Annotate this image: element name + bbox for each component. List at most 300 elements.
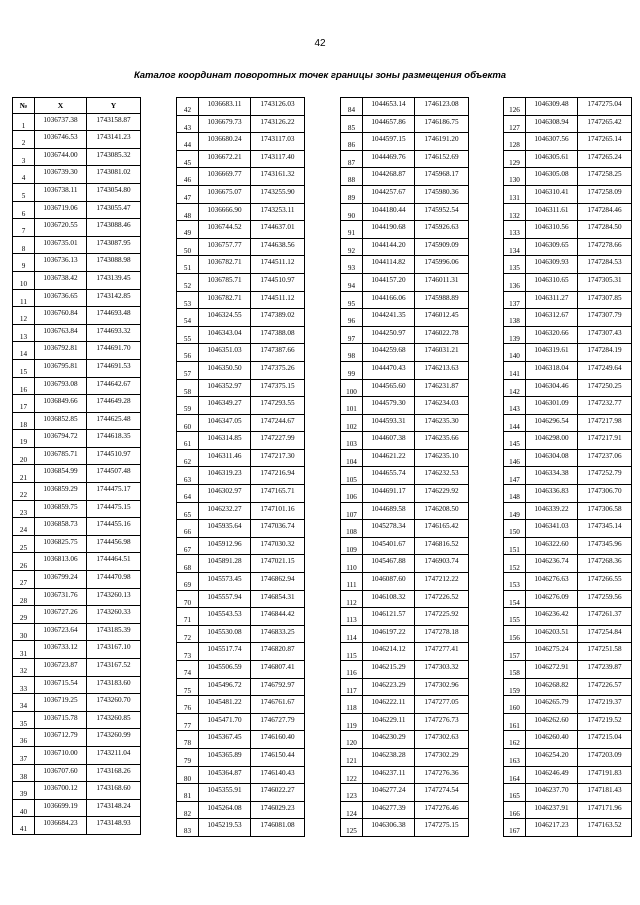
coord-x: 1044157.20 — [363, 273, 415, 291]
coord-y: 1747252.79 — [578, 467, 632, 485]
point-number: 93 — [341, 256, 363, 274]
coord-y: 1746208.50 — [415, 502, 469, 520]
table-row — [177, 414, 305, 432]
table-row — [341, 98, 469, 116]
coord-y: 1744637.01 — [251, 221, 305, 239]
point-number: 139 — [504, 326, 526, 344]
coord-y: 1746022.78 — [415, 326, 469, 344]
point-number: 43 — [177, 115, 199, 133]
coord-y: 1743260.70 — [87, 694, 141, 712]
point-number: 113 — [341, 608, 363, 626]
coord-x: 1044565.60 — [363, 379, 415, 397]
coord-x: 1044250.97 — [363, 326, 415, 344]
table-row — [504, 555, 632, 573]
table-row — [13, 113, 141, 131]
coord-x: 1044190.68 — [363, 221, 415, 239]
point-number: 72 — [177, 625, 199, 643]
table-row — [13, 201, 141, 219]
table-row — [504, 485, 632, 503]
coord-y: 1747219.37 — [578, 696, 632, 714]
coord-y: 1747307.43 — [578, 326, 632, 344]
point-number: 28 — [13, 588, 35, 606]
coord-y: 1744507.48 — [87, 465, 141, 483]
point-number: 158 — [504, 661, 526, 679]
coord-x: 1045367.45 — [199, 731, 251, 749]
coord-x: 1046304.46 — [526, 379, 578, 397]
coord-y: 1747307.79 — [578, 309, 632, 327]
coord-y: 1743167.10 — [87, 641, 141, 659]
coord-y: 1747307.85 — [578, 291, 632, 309]
coord-y: 1743142.85 — [87, 289, 141, 307]
coord-y: 1743139.45 — [87, 271, 141, 289]
coord-y: 1745980.36 — [415, 185, 469, 203]
coord-y: 1746140.43 — [251, 766, 305, 784]
coord-y: 1747254.84 — [578, 625, 632, 643]
coord-y: 1747227.99 — [251, 432, 305, 450]
coord-y: 1743126.22 — [251, 115, 305, 133]
coord-y: 1746123.08 — [415, 98, 469, 116]
point-number: 84 — [341, 98, 363, 116]
coord-x: 1046246.49 — [526, 766, 578, 784]
coord-x: 1044607.38 — [363, 432, 415, 450]
coord-y: 1746186.75 — [415, 115, 469, 133]
coord-y: 1743126.03 — [251, 98, 305, 116]
point-number: 160 — [504, 696, 526, 714]
table-row — [177, 273, 305, 291]
table-row — [177, 520, 305, 538]
coord-y: 1744638.56 — [251, 238, 305, 256]
coord-x: 1045467.88 — [363, 555, 415, 573]
point-number: 89 — [341, 185, 363, 203]
point-number: 127 — [504, 115, 526, 133]
point-number: 125 — [341, 819, 363, 837]
coord-y: 1747163.52 — [578, 819, 632, 837]
table-row — [13, 799, 141, 817]
point-number: 149 — [504, 502, 526, 520]
coord-x: 1045364.87 — [199, 766, 251, 784]
table-row — [341, 784, 469, 802]
table-row — [504, 696, 632, 714]
point-number: 22 — [13, 483, 35, 501]
table-row — [13, 465, 141, 483]
point-number: 11 — [13, 289, 35, 307]
point-number: 12 — [13, 307, 35, 325]
coord-x: 1046222.11 — [363, 696, 415, 714]
coord-x: 1036744.00 — [35, 148, 87, 166]
point-number: 59 — [177, 397, 199, 415]
coord-x: 1046232.27 — [199, 502, 251, 520]
coord-x: 1036710.00 — [35, 746, 87, 764]
table-row — [177, 238, 305, 256]
point-number: 14 — [13, 342, 35, 360]
coord-y: 1747215.04 — [578, 731, 632, 749]
coord-y: 1743087.95 — [87, 236, 141, 254]
table-row — [341, 625, 469, 643]
coord-x: 1036720.55 — [35, 219, 87, 237]
point-number: 67 — [177, 537, 199, 555]
coord-y: 1746816.52 — [415, 537, 469, 555]
table-row — [13, 447, 141, 465]
coord-x: 1045891.28 — [199, 555, 251, 573]
point-number: 48 — [177, 203, 199, 221]
point-number: 167 — [504, 819, 526, 837]
header-y: Y — [87, 98, 141, 114]
point-number: 7 — [13, 219, 35, 237]
table-row — [341, 678, 469, 696]
point-number: 55 — [177, 326, 199, 344]
coord-y: 1746232.53 — [415, 467, 469, 485]
coord-y: 1747232.77 — [578, 397, 632, 415]
coord-y: 1747278.18 — [415, 625, 469, 643]
point-number: 141 — [504, 361, 526, 379]
coord-x: 1046236.42 — [526, 608, 578, 626]
coord-x: 1046302.97 — [199, 485, 251, 503]
coord-x: 1046309.93 — [526, 256, 578, 274]
table-row — [177, 608, 305, 626]
table-row — [13, 729, 141, 747]
coord-y: 1746807.41 — [251, 661, 305, 679]
point-number: 150 — [504, 520, 526, 538]
point-number: 25 — [13, 535, 35, 553]
coord-y: 1743260.33 — [87, 606, 141, 624]
point-number: 91 — [341, 221, 363, 239]
coord-y: 1747217.98 — [578, 414, 632, 432]
table-row — [177, 590, 305, 608]
coord-x: 1046298.00 — [526, 432, 578, 450]
coord-y: 1744693.48 — [87, 307, 141, 325]
table-row — [341, 115, 469, 133]
point-number: 61 — [177, 432, 199, 450]
coord-x: 1044470.43 — [363, 361, 415, 379]
table-row — [341, 361, 469, 379]
point-number: 76 — [177, 696, 199, 714]
point-number: 15 — [13, 359, 35, 377]
table-row — [13, 236, 141, 254]
table-row — [504, 133, 632, 151]
point-number: 146 — [504, 449, 526, 467]
table-row — [341, 643, 469, 661]
table-row — [13, 412, 141, 430]
coord-y: 1747216.94 — [251, 467, 305, 485]
coord-x: 1046322.60 — [526, 537, 578, 555]
page-title: Каталог координат поворотных точек границы зоны размещения объекта — [133, 70, 507, 81]
coord-x: 1046262.60 — [526, 713, 578, 731]
table-row — [504, 590, 632, 608]
point-number: 109 — [341, 537, 363, 555]
point-number: 147 — [504, 467, 526, 485]
point-number: 78 — [177, 731, 199, 749]
coord-y: 1747277.41 — [415, 643, 469, 661]
table-row — [504, 784, 632, 802]
table-row — [177, 432, 305, 450]
coord-x: 1036799.24 — [35, 571, 87, 589]
table-row — [504, 326, 632, 344]
point-number: 70 — [177, 590, 199, 608]
point-number: 82 — [177, 801, 199, 819]
coord-y: 1746011.31 — [415, 273, 469, 291]
point-number: 30 — [13, 623, 35, 641]
point-number: 123 — [341, 784, 363, 802]
coord-y: 1747306.70 — [578, 485, 632, 503]
table-row — [13, 430, 141, 448]
coord-x: 1046351.03 — [199, 344, 251, 362]
coord-y: 1747303.32 — [415, 661, 469, 679]
coord-x: 1036760.84 — [35, 307, 87, 325]
point-number: 90 — [341, 203, 363, 221]
table-row — [177, 555, 305, 573]
point-number: 83 — [177, 819, 199, 837]
coord-x: 1045401.67 — [363, 537, 415, 555]
coord-y: 1747181.43 — [578, 784, 632, 802]
coord-x: 1036679.73 — [199, 115, 251, 133]
coord-y: 1747226.52 — [415, 590, 469, 608]
coord-x: 1036699.19 — [35, 799, 87, 817]
table-row — [504, 150, 632, 168]
coord-y: 1747276.36 — [415, 766, 469, 784]
table-row — [13, 746, 141, 764]
coord-x: 1036746.53 — [35, 131, 87, 149]
point-number: 103 — [341, 432, 363, 450]
table-row — [341, 748, 469, 766]
table-row — [341, 326, 469, 344]
point-number: 74 — [177, 661, 199, 679]
table-row — [13, 395, 141, 413]
table-row — [13, 500, 141, 518]
table-row — [13, 131, 141, 149]
coord-y: 1747278.66 — [578, 238, 632, 256]
table-row — [504, 731, 632, 749]
table-row — [341, 537, 469, 555]
point-number: 114 — [341, 625, 363, 643]
coord-x: 1036735.01 — [35, 236, 87, 254]
coord-y: 1743253.11 — [251, 203, 305, 221]
point-number: 116 — [341, 661, 363, 679]
coord-y: 1743117.40 — [251, 150, 305, 168]
table-row — [341, 432, 469, 450]
point-number: 42 — [177, 98, 199, 116]
coord-x: 1045506.59 — [199, 661, 251, 679]
point-number: 126 — [504, 98, 526, 116]
coord-x: 1046230.29 — [363, 731, 415, 749]
coord-y: 1746235.30 — [415, 414, 469, 432]
coord-y: 1743168.60 — [87, 782, 141, 800]
table-row — [341, 256, 469, 274]
point-number: 155 — [504, 608, 526, 626]
coord-x: 1036666.90 — [199, 203, 251, 221]
coord-y: 1746727.79 — [251, 713, 305, 731]
coord-y: 1747265.14 — [578, 133, 632, 151]
table-row — [341, 273, 469, 291]
coord-y: 1747375.26 — [251, 361, 305, 379]
table-row — [177, 326, 305, 344]
point-number: 108 — [341, 520, 363, 538]
point-number: 58 — [177, 379, 199, 397]
point-number: 162 — [504, 731, 526, 749]
point-number: 1 — [13, 113, 35, 131]
point-number: 154 — [504, 590, 526, 608]
table-row — [504, 115, 632, 133]
coord-y: 1743260.99 — [87, 729, 141, 747]
point-number: 88 — [341, 168, 363, 186]
coord-y: 1743168.26 — [87, 764, 141, 782]
table-row — [341, 379, 469, 397]
point-number: 133 — [504, 221, 526, 239]
coord-x: 1046311.27 — [526, 291, 578, 309]
coord-x: 1046268.82 — [526, 678, 578, 696]
point-number: 145 — [504, 432, 526, 450]
coord-y: 1743088.46 — [87, 219, 141, 237]
point-number: 112 — [341, 590, 363, 608]
table-row — [504, 397, 632, 415]
coord-x: 1036669.77 — [199, 168, 251, 186]
point-number: 24 — [13, 518, 35, 536]
point-number: 137 — [504, 291, 526, 309]
point-number: 37 — [13, 746, 35, 764]
coord-y: 1747165.71 — [251, 485, 305, 503]
coord-x: 1044691.17 — [363, 485, 415, 503]
coord-x: 1036852.85 — [35, 412, 87, 430]
coord-x: 1046312.67 — [526, 309, 578, 327]
coord-y: 1745968.17 — [415, 168, 469, 186]
point-number: 4 — [13, 166, 35, 184]
coord-y: 1743260.85 — [87, 711, 141, 729]
coord-x: 1045471.70 — [199, 713, 251, 731]
point-number: 40 — [13, 799, 35, 817]
coord-y: 1744510.97 — [251, 273, 305, 291]
coord-y: 1746160.40 — [251, 731, 305, 749]
coord-y: 1744470.98 — [87, 571, 141, 589]
coord-x: 1036785.71 — [199, 273, 251, 291]
coord-y: 1747345.96 — [578, 537, 632, 555]
coord-x: 1045573.45 — [199, 573, 251, 591]
point-number: 64 — [177, 485, 199, 503]
point-number: 104 — [341, 449, 363, 467]
table-row — [504, 344, 632, 362]
table-row — [504, 467, 632, 485]
coord-x: 1046320.66 — [526, 326, 578, 344]
point-number: 71 — [177, 608, 199, 626]
point-number: 105 — [341, 467, 363, 485]
coord-x: 1045278.34 — [363, 520, 415, 538]
table-row — [504, 608, 632, 626]
point-number: 94 — [341, 273, 363, 291]
table-row — [341, 150, 469, 168]
coord-y: 1746213.63 — [415, 361, 469, 379]
coord-y: 1747302.96 — [415, 678, 469, 696]
coord-y: 1746820.87 — [251, 643, 305, 661]
table-row — [13, 553, 141, 571]
table-row — [177, 537, 305, 555]
coord-y: 1743117.03 — [251, 133, 305, 151]
point-number: 79 — [177, 748, 199, 766]
table-row — [341, 731, 469, 749]
coord-y: 1743055.47 — [87, 201, 141, 219]
point-number: 81 — [177, 784, 199, 802]
table-row — [504, 661, 632, 679]
table-row — [341, 168, 469, 186]
coord-y: 1747244.67 — [251, 414, 305, 432]
table-row — [13, 676, 141, 694]
table-row — [177, 185, 305, 203]
table-row — [13, 254, 141, 272]
coord-x: 1036715.78 — [35, 711, 87, 729]
coord-x: 1046272.91 — [526, 661, 578, 679]
coord-y: 1744625.48 — [87, 412, 141, 430]
coord-x: 1036737.38 — [35, 113, 87, 131]
point-number: 95 — [341, 291, 363, 309]
point-number: 100 — [341, 379, 363, 397]
table-row — [504, 414, 632, 432]
point-number: 29 — [13, 606, 35, 624]
coord-y: 1747345.14 — [578, 520, 632, 538]
coord-x: 1036859.75 — [35, 500, 87, 518]
coord-x: 1036731.76 — [35, 588, 87, 606]
coord-x: 1036757.77 — [199, 238, 251, 256]
point-number: 110 — [341, 555, 363, 573]
point-number: 8 — [13, 236, 35, 254]
coord-x: 1044653.14 — [363, 98, 415, 116]
point-number: 17 — [13, 395, 35, 413]
point-number: 51 — [177, 256, 199, 274]
coord-y: 1747239.87 — [578, 661, 632, 679]
coord-y: 1744510.97 — [87, 447, 141, 465]
point-number: 33 — [13, 676, 35, 694]
coord-y: 1747265.42 — [578, 115, 632, 133]
coord-y: 1747203.09 — [578, 748, 632, 766]
table-row — [13, 183, 141, 201]
table-row — [504, 819, 632, 837]
point-number: 159 — [504, 678, 526, 696]
coord-x: 1046310.65 — [526, 273, 578, 291]
coord-x: 1046343.04 — [199, 326, 251, 344]
coord-x: 1036854.99 — [35, 465, 87, 483]
coord-x: 1044689.58 — [363, 502, 415, 520]
coord-x: 1036733.12 — [35, 641, 87, 659]
coordinates-table-4 — [503, 97, 632, 837]
coord-x: 1046309.48 — [526, 98, 578, 116]
coord-y: 1747237.06 — [578, 449, 632, 467]
point-number: 23 — [13, 500, 35, 518]
point-number: 122 — [341, 766, 363, 784]
coord-x: 1036813.06 — [35, 553, 87, 571]
coord-y: 1745926.63 — [415, 221, 469, 239]
table-row — [13, 289, 141, 307]
coord-y: 1743081.02 — [87, 166, 141, 184]
coord-y: 1747258.09 — [578, 185, 632, 203]
point-number: 32 — [13, 659, 35, 677]
coord-y: 1747249.64 — [578, 361, 632, 379]
coord-y: 1746903.74 — [415, 555, 469, 573]
coord-x: 1046310.56 — [526, 221, 578, 239]
coord-x: 1046304.08 — [526, 449, 578, 467]
point-number: 5 — [13, 183, 35, 201]
coord-y: 1744691.53 — [87, 359, 141, 377]
point-number: 131 — [504, 185, 526, 203]
coord-x: 1046339.22 — [526, 502, 578, 520]
point-number: 157 — [504, 643, 526, 661]
point-number: 13 — [13, 324, 35, 342]
table-row — [177, 344, 305, 362]
table-row — [177, 449, 305, 467]
coord-x: 1044655.74 — [363, 467, 415, 485]
table-row — [13, 659, 141, 677]
table-row — [13, 359, 141, 377]
coord-y: 1745909.09 — [415, 238, 469, 256]
coord-x: 1036707.60 — [35, 764, 87, 782]
coord-y: 1746844.42 — [251, 608, 305, 626]
coord-x: 1036683.11 — [199, 98, 251, 116]
coord-x: 1046319.23 — [199, 467, 251, 485]
